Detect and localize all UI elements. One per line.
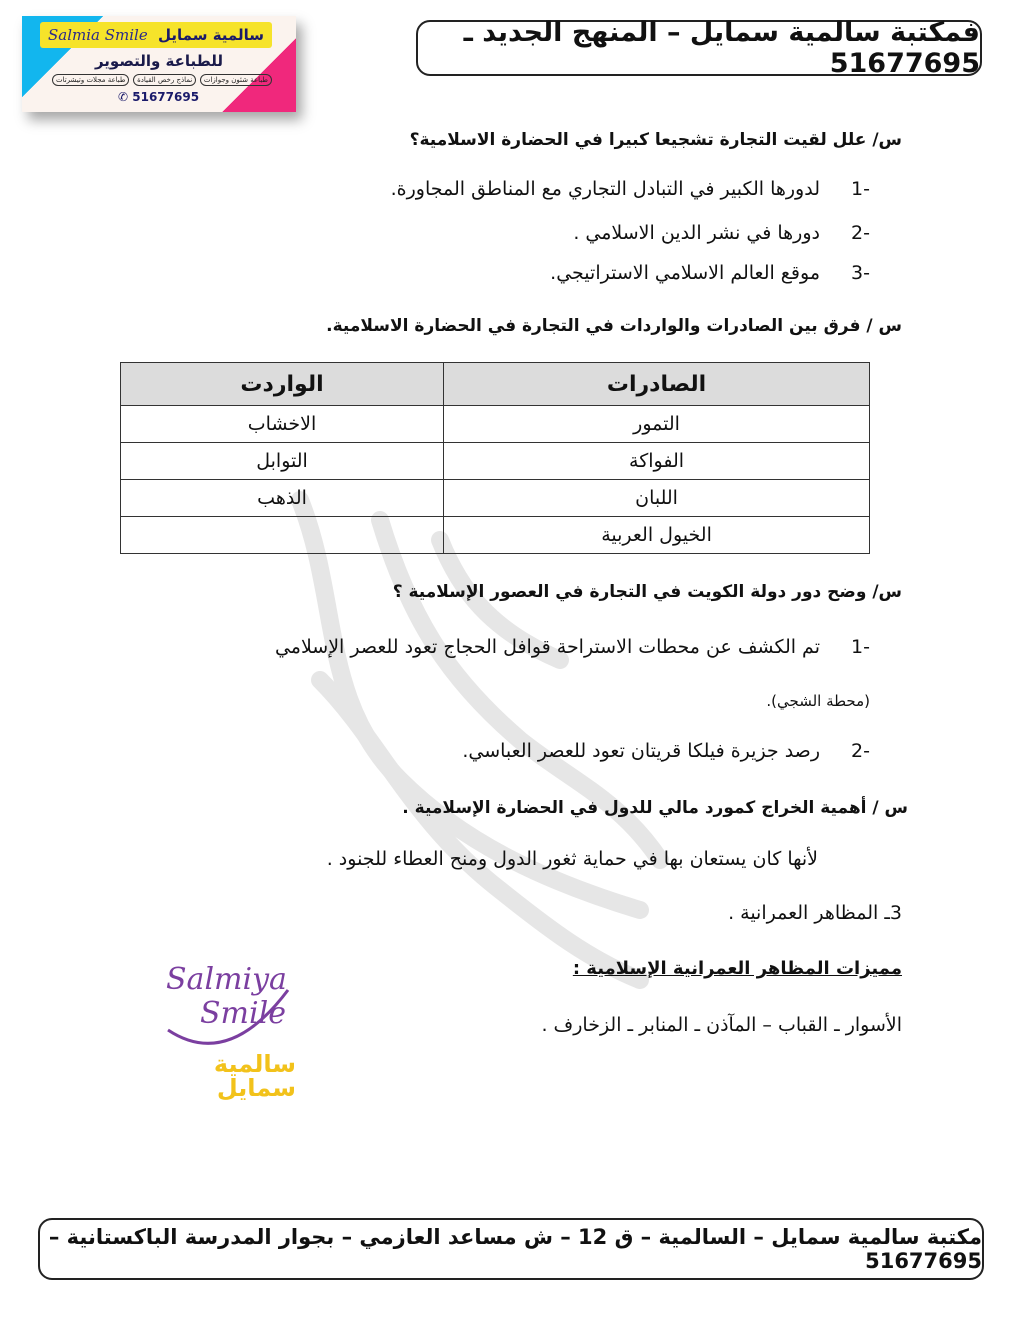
logo-phone bbox=[118, 90, 199, 104]
table-row bbox=[121, 517, 870, 554]
table-row bbox=[121, 443, 870, 480]
q1-answer-3 bbox=[550, 262, 870, 284]
whatsapp-icon: ✆ bbox=[118, 90, 129, 104]
section-heading: 3ـ المظاهر العمرانية . bbox=[728, 902, 902, 924]
answer-number: -3 bbox=[851, 262, 870, 284]
answer-number: -1 bbox=[851, 636, 870, 658]
question-3: س/ وضح دور دولة الكويت في التجارة في العصور الإسلامية ؟ bbox=[392, 582, 902, 602]
q1-answer-1 bbox=[391, 178, 870, 200]
stamp-name-en-1: Salmiya bbox=[166, 962, 287, 997]
question-1: س/ علل لقيت التجارة تشجيعا كبيرا في الحضارة الاسلامية؟ bbox=[409, 130, 902, 150]
header-exports: الصادرات bbox=[444, 363, 870, 406]
q3-answer-1-continued: (محطة الشجي). bbox=[766, 692, 870, 710]
answer-number: -2 bbox=[851, 222, 870, 244]
answer-number: -2 bbox=[851, 740, 870, 762]
logo-tags bbox=[52, 74, 272, 86]
stamp-name-en-2: Smile bbox=[200, 996, 286, 1031]
table-cell: اللبان bbox=[444, 480, 870, 517]
logo-banner bbox=[40, 22, 272, 48]
logo-tag: طباعة مجلات وتيشرتات bbox=[52, 74, 129, 86]
table-cell: التمور bbox=[444, 406, 870, 443]
table-row bbox=[121, 406, 870, 443]
q1-answer-2 bbox=[573, 222, 870, 244]
answer-text: تم الكشف عن محطات الاستراحة قوافل الحجاج تعود للعصر الإسلامي bbox=[274, 636, 820, 658]
logo-tag: طباعة شئون وجوازات bbox=[200, 74, 272, 86]
footer-address: مكتبة سالمية سمايل – السالمية – ق 12 – ش مساعد العازمي – بجوار المدرسة الباكستانية – 51677695 bbox=[48, 1225, 982, 1273]
page-title: فمكتبة سالمية سمايل – المنهج الجديد ـ 51677695 bbox=[463, 17, 980, 79]
table-row bbox=[121, 480, 870, 517]
table-cell: الاخشاب bbox=[121, 406, 444, 443]
header-imports: الواردت bbox=[121, 363, 444, 406]
logo-phone-number: 51677695 bbox=[132, 90, 200, 104]
answer-text: موقع العالم الاسلامي الاستراتيجي. bbox=[550, 262, 820, 284]
library-logo bbox=[22, 16, 296, 112]
question-2: س / فرق بين الصادرات والواردات في التجارة في الحضارة الاسلامية. bbox=[326, 316, 902, 336]
exports-imports-table bbox=[120, 362, 870, 554]
stamp-logo bbox=[158, 960, 298, 1110]
table-cell bbox=[121, 517, 444, 554]
answer-text: رصد جزيرة فيلكا قريتان تعود للعصر العباسي. bbox=[462, 740, 820, 762]
answer-number: -1 bbox=[851, 178, 870, 200]
section-subheading: مميزات المظاهر العمرانية الإسلامية : bbox=[572, 958, 902, 979]
logo-name-ar: سالمية سمايل bbox=[158, 26, 264, 44]
table-cell: الذهب bbox=[121, 480, 444, 517]
features-list: الأسوار ـ القباب – المآذن ـ المنابر ـ الزخارف . bbox=[541, 1014, 902, 1036]
question-4: س / أهمية الخراج كمورد مالي للدول في الحضارة الإسلامية . bbox=[402, 798, 908, 818]
answer-text: دورها في نشر الدين الاسلامي . bbox=[573, 222, 820, 244]
q3-answer-2 bbox=[462, 740, 870, 762]
logo-name-en: Salmia Smile bbox=[48, 26, 148, 44]
q4-answer: لأنها كان يستعان بها في حماية ثغور الدول ومنح العطاء للجنود . bbox=[326, 848, 818, 870]
table-cell: الفواكة bbox=[444, 443, 870, 480]
table-header-row bbox=[121, 363, 870, 406]
header-title-box bbox=[416, 17, 982, 79]
logo-tag: نماذج رخص القيادة bbox=[133, 74, 196, 86]
logo-subtitle: للطباعة والتصوير bbox=[94, 52, 224, 70]
q3-answer-1 bbox=[275, 636, 870, 658]
answer-text: لدورها الكبير في التبادل التجاري مع المناطق المجاورة. bbox=[390, 178, 820, 200]
table-cell: التوابل bbox=[121, 443, 444, 480]
footer-box bbox=[38, 1218, 984, 1280]
table-cell: الخيول العربية bbox=[444, 517, 870, 554]
stamp-name-ar: سالمية سمايل bbox=[213, 1050, 296, 1102]
